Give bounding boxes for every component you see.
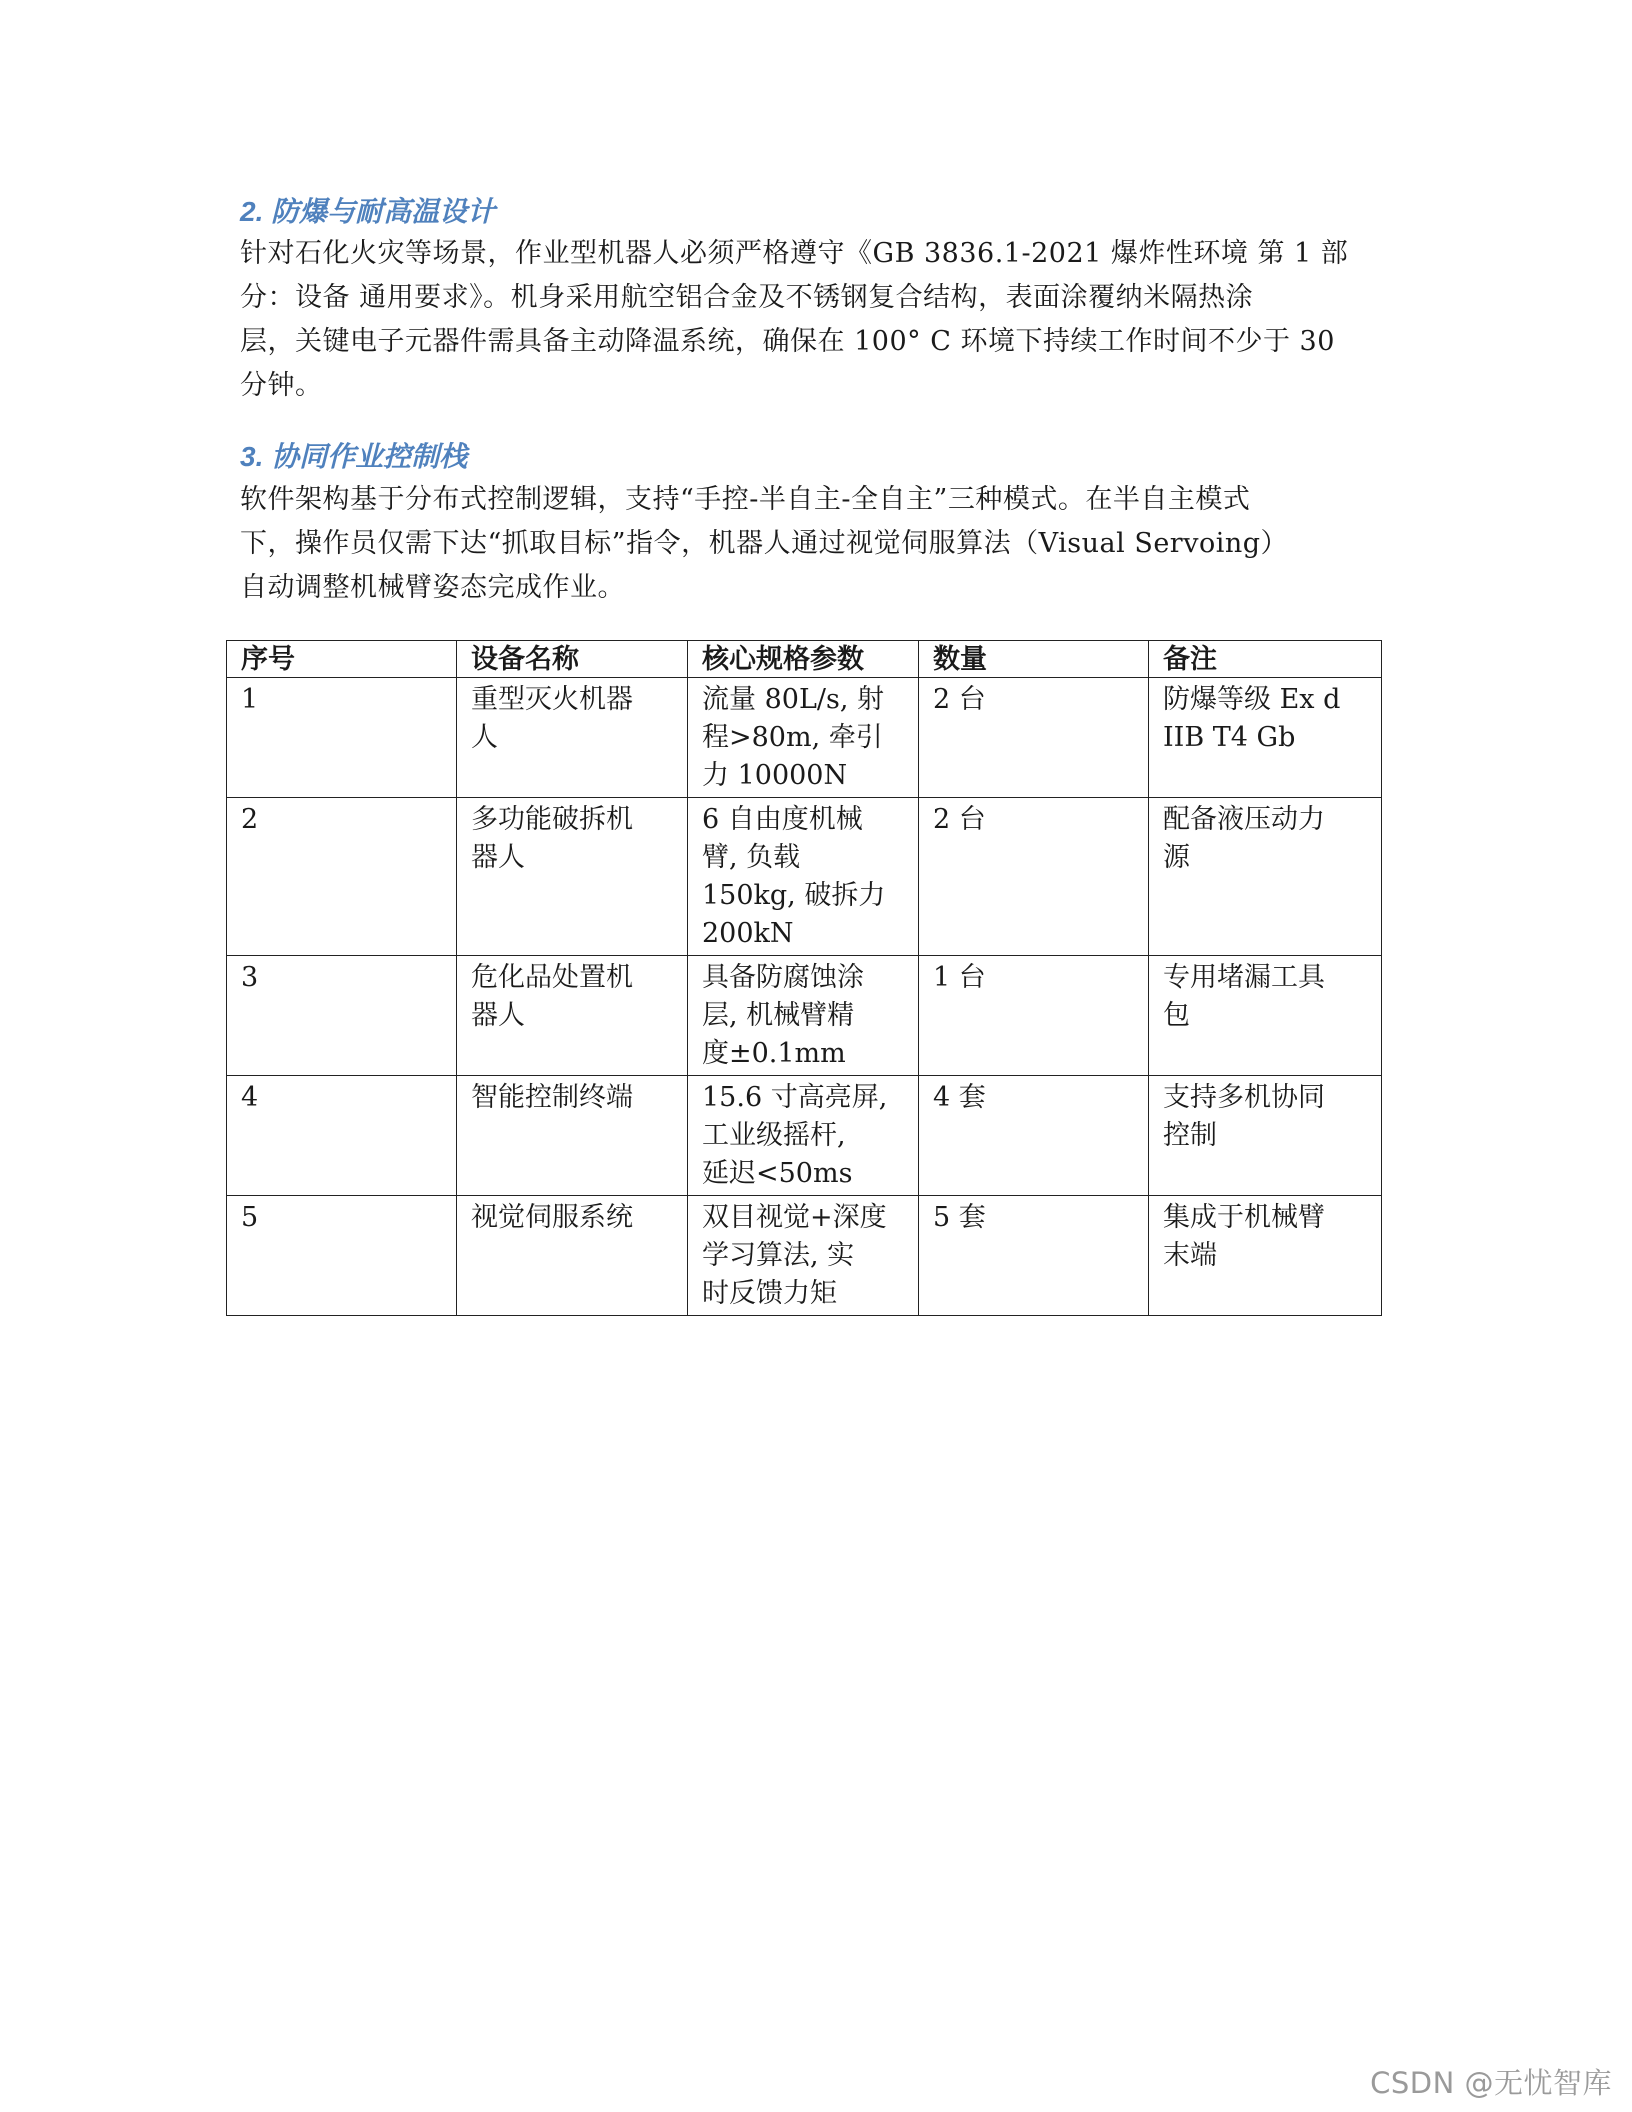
cell-no: 5 [227, 1196, 457, 1316]
table-row [227, 1076, 1382, 1196]
cell-qty: 1 台 [919, 956, 1149, 1076]
cell-line: 多功能破拆机 [471, 804, 633, 835]
cell-line: 视觉伺服系统 [471, 1202, 633, 1233]
header-qty: 数量 [919, 641, 1149, 678]
cell-line: 时反馈力矩 [702, 1278, 837, 1309]
cell-line: 包 [1163, 1000, 1190, 1031]
cell-line: 人 [471, 722, 498, 753]
cell-note [1149, 678, 1382, 798]
cell-name [457, 678, 688, 798]
cell-spec [688, 678, 919, 798]
header-no: 序号 [227, 641, 457, 678]
watermark: CSDN @无忧智库 [1370, 2066, 1612, 2100]
paragraph-line: 分：设备 通用要求》。机身采用航空铝合金及不锈钢复合结构，表面涂覆纳米隔热涂 [240, 282, 1254, 313]
cell-line: 防爆等级 Ex d [1163, 684, 1341, 715]
cell-line: 力 10000N [702, 760, 848, 791]
cell-line: 支持多机协同 [1163, 1082, 1325, 1113]
cell-line: 程>80m, 牵引 [702, 722, 883, 753]
cell-note [1149, 1076, 1382, 1196]
section-3-paragraph [240, 478, 1390, 610]
cell-line: 延迟<50ms [702, 1158, 853, 1189]
cell-qty: 4 套 [919, 1076, 1149, 1196]
cell-name [457, 956, 688, 1076]
cell-no: 4 [227, 1076, 457, 1196]
cell-line: 双目视觉+深度 [702, 1202, 887, 1233]
paragraph-line: 软件架构基于分布式控制逻辑，支持“手控-半自主-全自主”三种模式。在半自主模式 [240, 484, 1251, 515]
cell-line: 工业级摇杆, [702, 1120, 846, 1151]
cell-name [457, 1196, 688, 1316]
cell-qty: 2 台 [919, 798, 1149, 956]
cell-line: 流量 80L/s, 射 [702, 684, 884, 715]
paragraph-line: 自动调整机械臂姿态完成作业。 [240, 572, 625, 603]
cell-line: 源 [1163, 842, 1190, 873]
cell-line: 臂, 负载 [702, 842, 801, 873]
cell-line: 末端 [1163, 1240, 1217, 1271]
header-note: 备注 [1149, 641, 1382, 678]
cell-line: 200kN [702, 918, 794, 949]
cell-line: 器人 [471, 1000, 525, 1031]
cell-spec [688, 1076, 919, 1196]
header-name: 设备名称 [457, 641, 688, 678]
cell-spec [688, 798, 919, 956]
table-row [227, 956, 1382, 1076]
equipment-table [226, 640, 1382, 1316]
cell-spec [688, 1196, 919, 1316]
table-row [227, 678, 1382, 798]
cell-line: 度±0.1mm [702, 1038, 846, 1069]
cell-line: 6 自由度机械 [702, 804, 863, 835]
cell-no: 3 [227, 956, 457, 1076]
cell-name [457, 1076, 688, 1196]
cell-no: 2 [227, 798, 457, 956]
section-3-heading: 3. 协同作业控制栈 [240, 441, 468, 472]
cell-line: 智能控制终端 [471, 1082, 633, 1113]
cell-line: 控制 [1163, 1120, 1217, 1151]
cell-note [1149, 956, 1382, 1076]
section-2-paragraph [240, 232, 1390, 408]
cell-note [1149, 798, 1382, 956]
cell-line: 器人 [471, 842, 525, 873]
cell-qty: 5 套 [919, 1196, 1149, 1316]
cell-line: 专用堵漏工具 [1163, 962, 1325, 993]
cell-no: 1 [227, 678, 457, 798]
paragraph-line: 层，关键电子元器件需具备主动降温系统，确保在 100° C 环境下持续工作时间不少于 30 [240, 326, 1335, 357]
cell-line: 层, 机械臂精 [702, 1000, 855, 1031]
cell-line: 15.6 寸高亮屏, [702, 1082, 888, 1113]
table-row [227, 798, 1382, 956]
section-2-heading: 2. 防爆与耐高温设计 [240, 196, 496, 227]
cell-line: 学习算法, 实 [702, 1240, 855, 1271]
paragraph-line: 针对石化火灾等场景，作业型机器人必须严格遵守《GB 3836.1-2021 爆炸性环境 第 1 部 [240, 238, 1349, 269]
cell-note [1149, 1196, 1382, 1316]
cell-name [457, 798, 688, 956]
cell-line: 具备防腐蚀涂 [702, 962, 864, 993]
cell-qty: 2 台 [919, 678, 1149, 798]
paragraph-line: 分钟。 [240, 370, 323, 401]
header-spec: 核心规格参数 [688, 641, 919, 678]
cell-line: 重型灭火机器 [471, 684, 633, 715]
table-row [227, 1196, 1382, 1316]
cell-line: 150kg, 破拆力 [702, 880, 886, 911]
paragraph-line: 下，操作员仅需下达“抓取目标”指令，机器人通过视觉伺服算法（Visual Servoing） [240, 528, 1289, 559]
cell-line: IIB T4 Gb [1163, 722, 1296, 753]
cell-line: 配备液压动力 [1163, 804, 1325, 835]
cell-line: 集成于机械臂 [1163, 1202, 1325, 1233]
cell-spec [688, 956, 919, 1076]
table-header-row [227, 641, 1382, 678]
cell-line: 危化品处置机 [471, 962, 633, 993]
